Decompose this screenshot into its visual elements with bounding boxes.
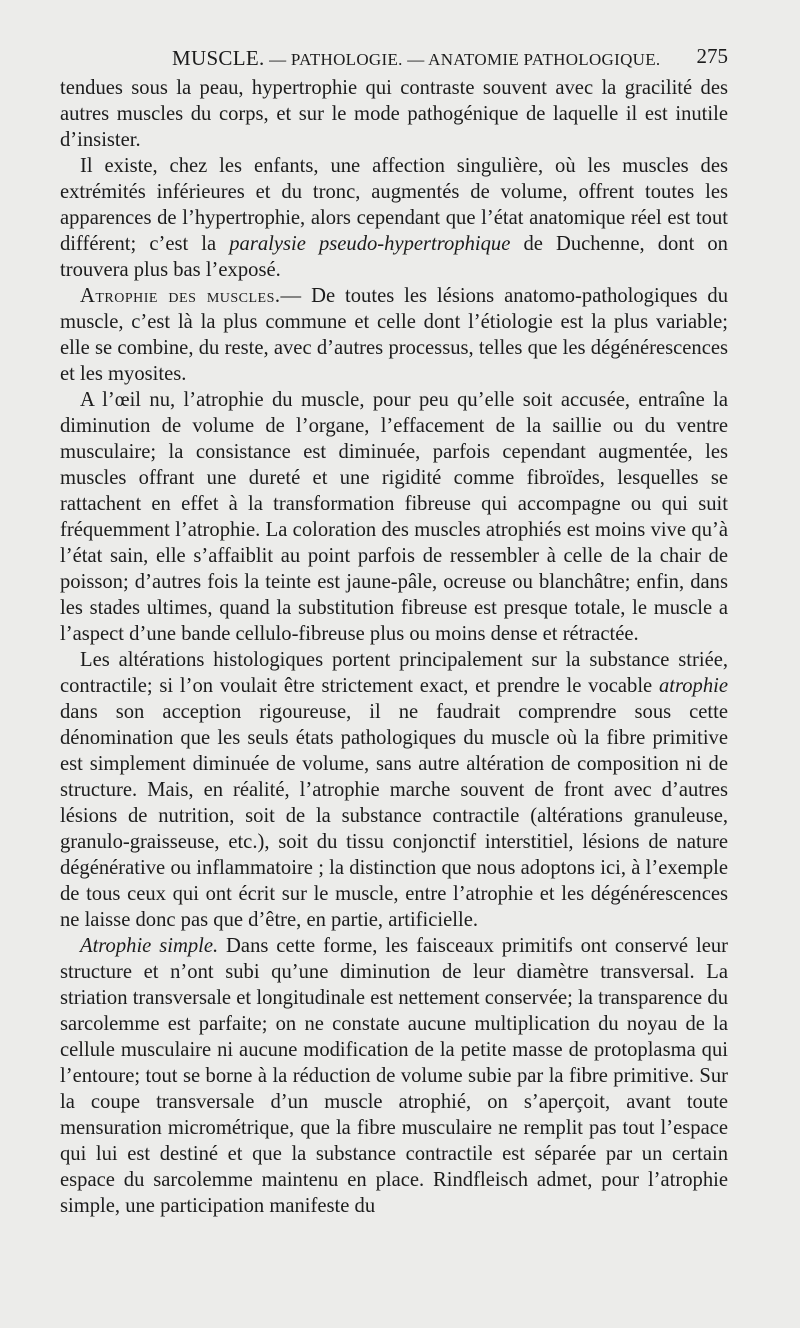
- paragraph-3-text: — De toutes les lésions anatomo-pathologiques du muscle, c’est là la plus commune et celle dont l’étiologie est la plus variable; elle se combine, du reste, avec d’autres processus, telles que les dégénérescences et les myosites.: [60, 285, 728, 385]
- running-title-main: MUSCLE.: [172, 46, 265, 70]
- paragraph-2-italic: paralysie pseudo-hypertrophique: [229, 233, 511, 255]
- paragraph-6-text: Dans cette forme, les faisceaux primitifs ont conservé leur structure et n’ont subi qu’une diminution de leur diamètre transversal. La striation transversale et longitudinale est nettement conservée; la transparence du sarcolemme est parfaite; on ne constate aucune multiplication du noyau de la cellule musculaire ni aucune modification de la petite masse de protoplasma qui l’entoure; tout se borne à la réduction de volume subie par la fibre primitive. Sur la coupe transversale d’un muscle atrophié, on s’aperçoit, avant toute mensuration micrométrique, que la fibre musculaire ne remplit pas tout l’espace qui lui est destiné et que la substance contractile est séparée par un certain espace du sarcolemme maintenu en place. Rindfleisch admet, pour l’atrophie simple, une participation manifeste du: [60, 935, 728, 1217]
- page-body: [60, 75, 728, 1219]
- running-title: [172, 46, 660, 71]
- paragraph-6: [60, 933, 728, 1219]
- paragraph-5-text-b: dans son acception rigoureuse, il ne faudrait comprendre sous cette dénomination que les seuls états pathologiques du muscle où la fibre primitive est simplement diminuée de volume, sans autre altération de composition ni de structure. Mais, en réalité, l’atrophie marche souvent de front avec d’autres lésions de nutrition, soit de la substance contractile (altérations granuleuse, granulo-graisseuse, etc.), soit du tissu conjonctif interstitiel, lésions de nature dégénérative ou inflammatoire ; la distinction que nous adoptons ici, à l’exemple de tous ceux qui ont écrit sur le muscle, entre l’atrophie et les dégénérescences ne laisse donc pas que d’être, en partie, artificielle.: [60, 701, 728, 931]
- paragraph-4: A l’œil nu, l’atrophie du muscle, pour peu qu’elle soit accusée, entraîne la diminution de volume de l’organe, l’effacement de la saillie ou du ventre musculaire; la consistance est diminuée, parfois cependant augmentée, les muscles offrant une dureté et une rigidité comme fibroïdes, lesquelles se rattachent en effet à la transformation fibreuse qui accompagne ou qui suit fréquemment l’atrophie. La coloration des muscles atrophiés est moins vive qu’à l’état sain, elle s’affaiblit au point parfois de ressembler à celle de la chair de poisson; d’autres fois la teinte est jaune-pâle, ocreuse ou blanchâtre; enfin, dans les stades ultimes, quand la substitution fibreuse est presque totale, le muscle a l’aspect d’une bande cellulo-fibreuse plus ou moins dense et rétractée.: [60, 389, 728, 645]
- page-number: 275: [696, 44, 728, 68]
- paragraph-1: tendues sous la peau, hypertrophie qui contraste souvent avec la gracilité des autres muscles du corps, et sur le mode pathogénique de laquelle il est inutile d’insister.: [60, 77, 728, 151]
- subsection-heading-atrophie-simple: Atrophie simple.: [80, 935, 219, 957]
- running-title-rest: — PATHOLOGIE. — ANATOMIE PATHOLOGIQUE.: [264, 50, 661, 69]
- paragraph-3: [60, 283, 728, 387]
- section-heading-atrophie: Atrophie des muscles.: [80, 285, 281, 307]
- paragraph-5-text-a: Les altérations histologiques portent principalement sur la substance striée, contractile; si l’on voulait être strictement exact, et prendre le vocable: [60, 649, 728, 697]
- paragraph-5: [60, 647, 728, 933]
- paragraph-2: [60, 153, 728, 283]
- paragraph-2-text-a: Il existe, chez les enfants, une affection singulière, où les muscles des extrémités inférieures et du tronc, augmentés de volume, offrent toutes les apparences de l’hypertrophie, alors cependant que l’état anatomique réel est tout différent; c’est la: [60, 155, 728, 255]
- paragraph-5-italic: atrophie: [658, 675, 728, 697]
- paragraph-2-text-b: de Duchenne, dont on trouvera plus bas l’exposé.: [60, 233, 728, 281]
- running-header: [60, 44, 728, 74]
